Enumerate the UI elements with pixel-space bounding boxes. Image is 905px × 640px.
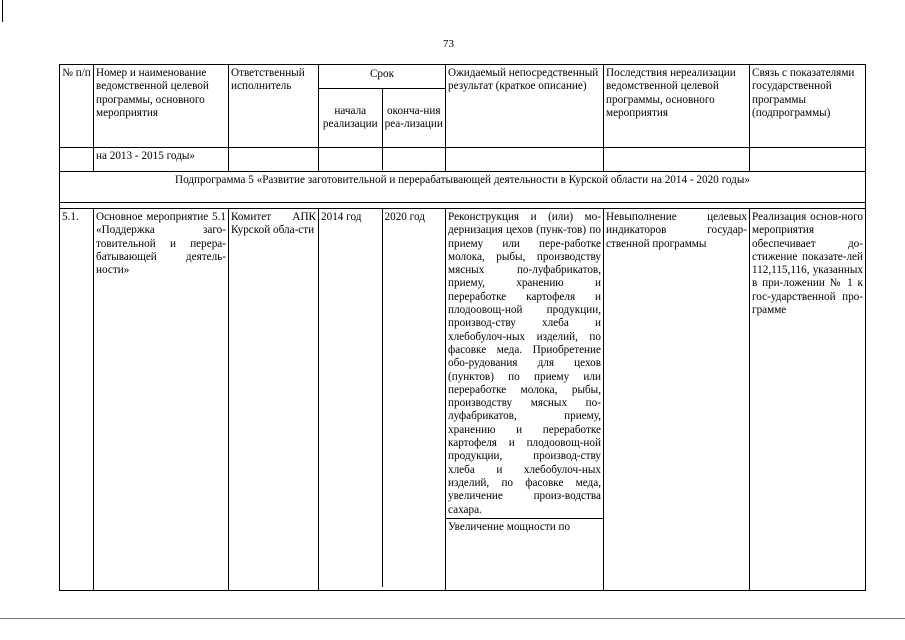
- page-number: 73: [443, 38, 454, 50]
- program-table: [59, 64, 866, 591]
- row-result-more: Увеличение мощности по: [446, 518, 603, 534]
- header-result: Ожидаемый непосредственный результат (краткое описание): [446, 65, 604, 148]
- header-name: Номер и наименование ведомственной целевой программы, основного мероприятия: [94, 65, 229, 148]
- header-term-start: начала реализации: [322, 104, 378, 130]
- row-executor: Комитет АПК Курской обла-сти: [229, 209, 319, 591]
- header-num: № п/п: [60, 65, 94, 148]
- row-end: 2020 год: [382, 209, 446, 587]
- continuation-executor: [229, 148, 319, 172]
- row-start: 2014 год: [321, 211, 362, 223]
- table-header-row: [60, 65, 866, 148]
- continuation-consequences: [604, 148, 750, 172]
- header-link: Связь с показателями государственной программы (подпрограммы): [750, 65, 866, 148]
- page-edge-line: [2, 0, 3, 22]
- continuation-term: [319, 148, 446, 172]
- continuation-link: [750, 148, 866, 172]
- table-row: [60, 209, 866, 591]
- header-term: [319, 65, 446, 148]
- continuation-result: [446, 148, 604, 172]
- subprogram-row: [60, 172, 866, 203]
- page-bottom-edge: [0, 618, 905, 619]
- subprogram-title: Подпрограмма 5 «Развитие заготовительной и перерабатывающей деятельности в Курской области на 2014 - 2020 годы»: [60, 172, 866, 203]
- header-term-subcells: [319, 88, 445, 147]
- row-result-text: Реконструкция и (или) мо-дернизация цехов (пунк-тов) по приему или пере-работке молока, рыбы, производству мясных по-луфабрикатов, приему, хранению и переработке картофеля и плодоовощ-ной продукции, производ-ству хлеба и хлебобулоч-ных изделий, по фасовке меда. Приобретение обо-рудования для цехов (пунктов) по приему или переработке молока, рыбы, производству мясных по-луфабрикатов, приему, хранению и переработке картофеля и плодоовощ-ной продукции, производ-ству хлеба и хлебобулоч-ных изделий, по фасовке меда, увеличение произ-водства сахара.: [448, 211, 601, 516]
- header-consequences: Последствия нереализации ведомственной целевой программы, основного мероприятия: [604, 65, 750, 148]
- row-num: 5.1.: [60, 209, 94, 591]
- row-link: Реализация основ-ного мероприятия обеспечивает до-стижение показате-лей 112,115,116, указанных в при-ложении № 1 к гос-ударственной про-грамме: [750, 209, 866, 591]
- continuation-row: [60, 148, 866, 172]
- row-result: [446, 209, 604, 591]
- header-term-end: оконча-ния реа-лизации: [382, 89, 446, 147]
- row-term: [319, 209, 446, 591]
- row-consequences: Невыполнение целевых индикаторов государ-ственной программы: [604, 209, 750, 591]
- continuation-num: [60, 148, 94, 172]
- header-term-title: Срок: [369, 68, 395, 80]
- header-executor: Ответственный исполнитель: [229, 65, 319, 148]
- row-name: Основное мероприятие 5.1 «Поддержка заго-товительной и перера-батывающей деятель-ности»: [94, 209, 229, 591]
- continuation-name: на 2013 - 2015 годы»: [94, 148, 229, 172]
